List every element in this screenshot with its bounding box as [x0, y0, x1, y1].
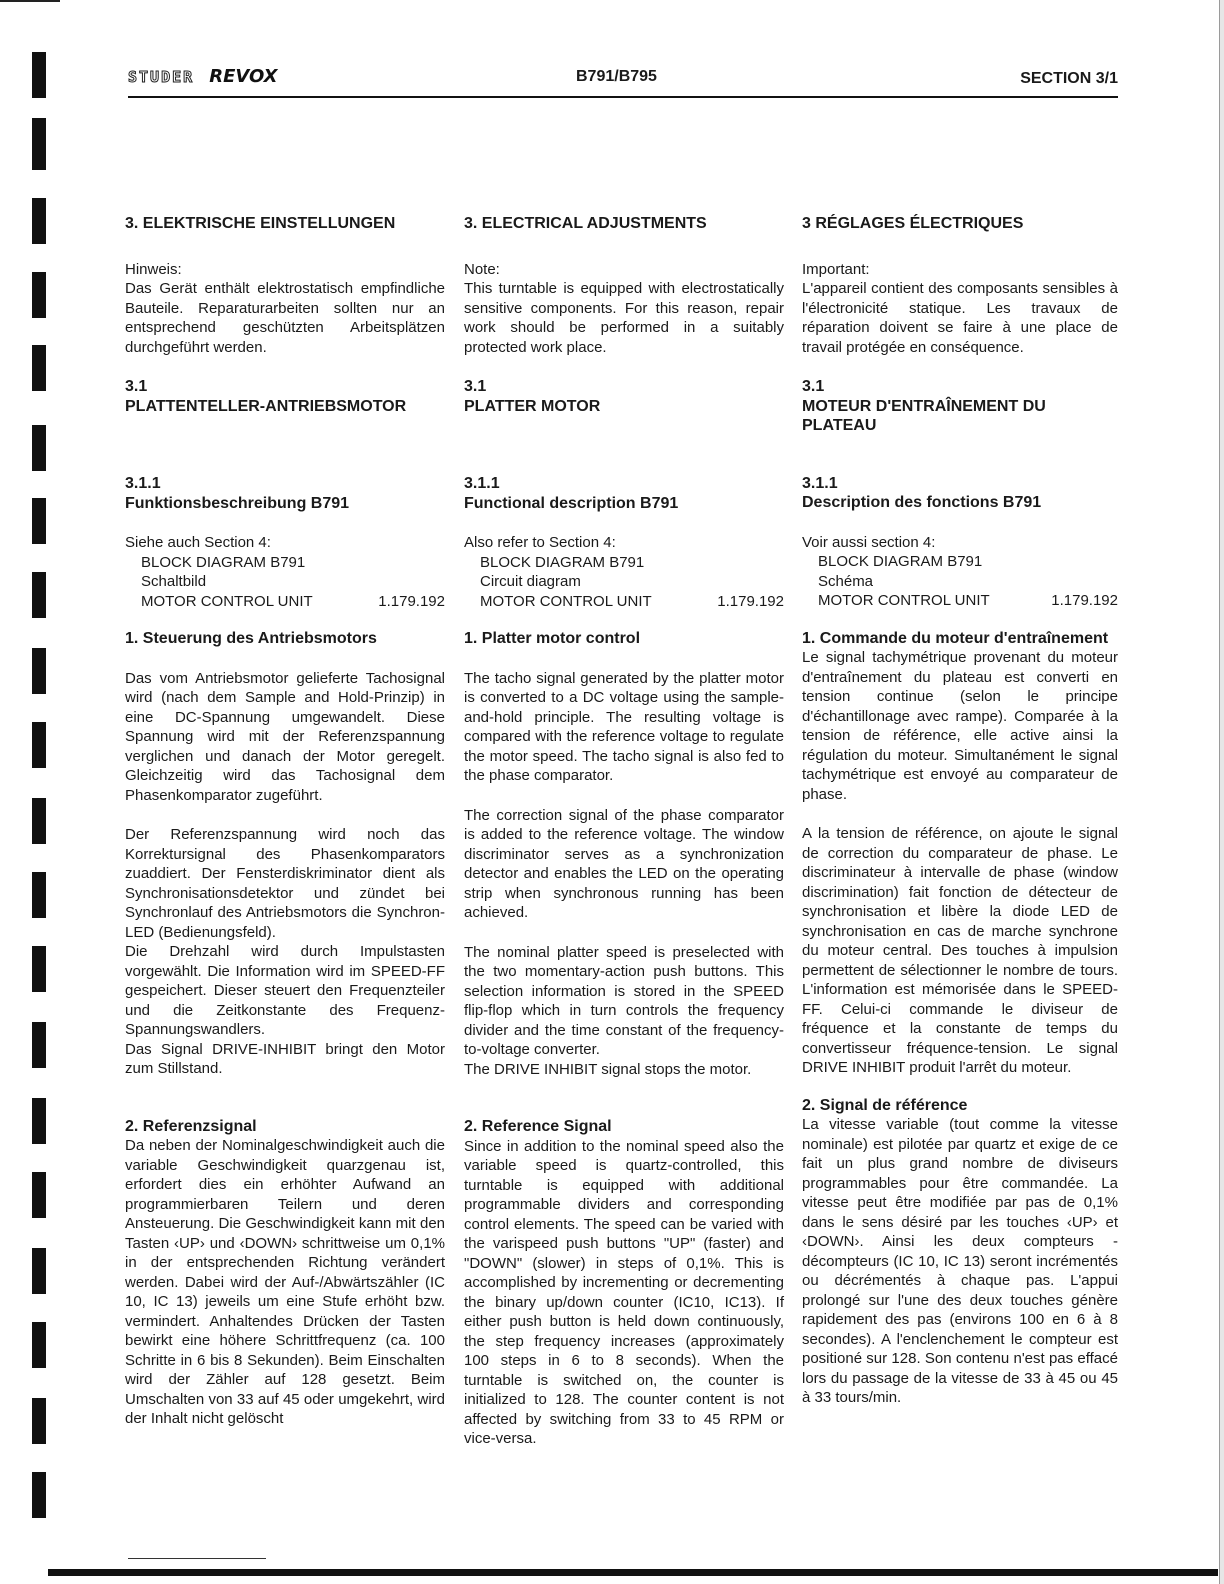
section-number: SECTION 3/1: [1020, 70, 1118, 87]
reference-circuit: Schéma: [818, 572, 874, 590]
chapter-title: 3. ELEKTRISCHE EINSTELLUNGEN: [125, 215, 396, 232]
binding-mark: [32, 118, 46, 170]
column-french: [802, 214, 1118, 1408]
chapter-title: 3. ELECTRICAL ADJUSTMENTS: [464, 215, 707, 232]
see-also: Voir aussi section 4:: [802, 533, 936, 551]
binding-mark: [32, 498, 46, 544]
reference-block-diagram: BLOCK DIAGRAM B791: [480, 553, 645, 571]
reference-block-diagram: BLOCK DIAGRAM B791: [141, 553, 306, 571]
chapter-title: 3 RÉGLAGES ÉLECTRIQUES: [802, 215, 1024, 232]
reference-motor-control: [802, 591, 1118, 611]
binding-mark: [32, 1322, 46, 1368]
binding-mark: [32, 1098, 46, 1144]
paragraph-title: 2. Signal de référence: [802, 1096, 968, 1114]
model-number: B791/B795: [576, 68, 657, 85]
see-also: Also refer to Section 4:: [464, 534, 616, 551]
reference-motor-control: [125, 592, 445, 612]
paragraph-title: 1. Platter motor control: [464, 630, 641, 647]
subsection-number: 3.1.1: [802, 474, 838, 492]
paragraph-text: The DRIVE INHIBIT signal stops the motor.: [464, 1060, 752, 1078]
subsection-title: Functional description B791: [464, 494, 679, 512]
binding-mark: [32, 272, 46, 318]
binding-mark: [32, 946, 46, 992]
section-number: 3.1: [802, 378, 825, 395]
brand-logo: [128, 66, 278, 87]
subsection-number: 3.1.1: [125, 475, 161, 492]
section-number: 3.1: [125, 378, 148, 395]
binding-mark: [32, 345, 46, 391]
note-text: This turntable is equipped with electrostatically sensitive components. For this reason, repair work should be performed in a suitably protected work place.: [464, 280, 784, 356]
subsection-number: 3.1.1: [464, 475, 500, 492]
paragraph-text: Der Referenzspannung wird noch das Korrektursignal des Phasenkomparators zuaddiert. Der Fensterdiskriminator dient als Synchronisationsdetektor und zündet bei Synchronlauf des Antriebsmotors die Synchron-LED (Bedienungsfeld).: [125, 826, 445, 941]
column-english: [464, 214, 784, 1449]
page-header: [128, 64, 1118, 98]
note-text: Das Gerät enthält elektrostatisch empfindliche Bauteile. Reparaturarbeiten sollten nur an entsprechend geschützten Arbeitsplätzen durchgeführt werden.: [125, 280, 445, 356]
binding-mark: [32, 52, 46, 98]
binding-mark: [32, 1248, 46, 1294]
paragraph-text: Le signal tachymétrique provenant du moteur d'entraînement du plateau est converti en tension continue (selon le principe d'échantillonage avec rampe). Comparée à la tension de référence, elle active ainsi la régulation du moteur. Simultanément le signal tachymétrique est envoyé au comparateur de phase.: [802, 649, 1118, 803]
binding-mark: [32, 198, 46, 244]
paragraph-text: Da neben der Nominalgeschwindigkeit auch die variable Geschwindigkeit quarzgenau ist, erfordert dies ein erhöhter Aufwand an programmierbaren Teilern und deren Ansteuerung. Die Geschwindigkeit kann mit den Tasten ‹UP› und ‹DOWN› schrittweise um 0,1% in der entsprechenden Richtung verändert werden. Dabei wird der Auf-/Abwärtszähler (IC 10, IC 13) jeweils um eine Stufe erhöht bzw. vermindert. Anhaltendes Drücken der Tasten bewirkt eine höhere Schrittfrequenz (ca. 100 Schritte in 6 bis 8 Sekunden). Beim Einschalten wird der Zähler auf 128 gesetzt. Beim Umschalten von 33 auf 45 oder umgekehrt, wird der Inhalt nicht gelöscht: [125, 1137, 445, 1427]
binding-mark: [32, 872, 46, 918]
binding-mark: [32, 1022, 46, 1068]
paragraph-title: 1. Steuerung des Antriebsmotors: [125, 630, 377, 647]
reference-number: 1.179.192: [1051, 592, 1118, 609]
subsection-title: Funktionsbeschreibung B791: [125, 494, 350, 512]
reference-label: MOTOR CONTROL UNIT: [818, 592, 990, 609]
paragraph-text: Das Signal DRIVE-INHIBIT bringt den Motor zum Stillstand.: [125, 1040, 445, 1077]
binding-mark: [32, 1172, 46, 1218]
scan-edge-line: [0, 0, 60, 2]
binding-mark: [32, 648, 46, 694]
note-label: Important:: [802, 260, 870, 278]
note-label: Hinweis:: [125, 260, 182, 278]
paragraph-text: The nominal platter speed is preselected with the two momentary-action push buttons. This selection information is stored in the SPEED flip-flop which in turn controls the frequency divider and the time constant of the frequency-to-voltage converter.: [464, 943, 784, 1058]
reference-block-diagram: BLOCK DIAGRAM B791: [818, 553, 983, 570]
reference-circuit: Schaltbild: [141, 573, 207, 590]
see-also: Siehe auch Section 4:: [125, 534, 271, 551]
section-number: 3.1: [464, 378, 487, 395]
paragraph-text: A la tension de référence, on ajoute le signal de correction du comparateur de phase. Le discriminateur à intervalle de phase (window discrimination) fait fonction de détecteur de synchronisation et libère la diode LED de synchronisation en cas de marche synchrone du moteur central. Des touches à impulsion permettent de sélectionner le nombre de tours. L'information est mémorisée dans le SPEED-FF. Celui-ci commande le diviseur de fréquence et la constante de temps du convertisseur fréquence-tension. Le signal DRIVE INHIBIT produit l'arrêt du moteur.: [802, 825, 1118, 1076]
reference-label: MOTOR CONTROL UNIT: [480, 592, 652, 610]
reference-label: MOTOR CONTROL UNIT: [141, 592, 313, 610]
column-german: [125, 214, 445, 1429]
binding-mark: [32, 1472, 46, 1518]
paragraph-text: La vitesse variable (tout comme la vitesse nominale) est pilotée par quartz et exige de ce fait un plus grand nombre de diviseurs programmables pour être commandée. La vitesse peut être modifiée par pas de 0,1% dans le sens désiré par les touches ‹UP› et ‹DOWN›. Ainsi les deux compteurs - décompteurs (IC 10, IC 13) seront incrémentés ou décrémentés à chaque pas. L'appui prolongé sur l'une des deux touches génère rapidement des pas (environs 100 en 6 à 8 secondes). A l'enclenchement le compteur est positioné sur 128. Son contenu n'est pas effacé lors du passage de la vitesse de 33 à 45 ou 45 à 33 tours/min.: [802, 1116, 1118, 1406]
note-text: L'appareil contient des composants sensibles à l'électronicité statique. Les travaux de réparation doivent se faire à une place de travail protégée en conséquence.: [802, 280, 1118, 356]
paragraph-title: 2. Reference Signal: [464, 1118, 612, 1135]
logo-revox: REVOX: [209, 66, 278, 87]
paragraph-text: Das vom Antriebsmotor gelieferte Tachosignal wird (nach dem Sample and Hold-Prinzip) in eine DC-Spannung umgewandelt. Diese Spannung wird mit der Referenzspannung verglichen und danach der Motor geregelt. Gleichzeitig wird das Tachosignal dem Phasenkomparator zugeführt.: [125, 669, 445, 804]
reference-number: 1.179.192: [717, 592, 784, 610]
binding-mark: [32, 722, 46, 768]
section-title: PLATTER MOTOR: [464, 397, 601, 415]
paragraph-text: Since in addition to the nominal speed also the variable speed is quartz-controlled, this turntable is equipped with additional programmable dividers and corresponding control elements. The speed can be varied with the varispeed push buttons "UP" (faster) and "DOWN" (slower) in steps of 0,1%. This is accomplished by incrementing or decrementing the binary up/down counter (IC10, IC13). If either push button is held down continuously, the step frequency increases (approximately 100 steps in 6 to 8 seconds). When the turntable is switched on, the counter is initialized to 128. The counter content is not affected by switching from 33 to 45 RPM or vice-versa.: [464, 1137, 784, 1447]
page-bottom-edge: [48, 1569, 1218, 1576]
paragraph-title: 2. Referenzsignal: [125, 1117, 257, 1135]
note-label: Note:: [464, 260, 500, 278]
paragraph-text: Die Drehzahl wird durch Impulstasten vorgewählt. Die Information wird im SPEED-FF gespeichert. Dieser steuert den Frequenzteiler und die Zeitkonstante des Frequenz-Spannungswandlers.: [125, 943, 445, 1038]
logo-studer: STUDER: [128, 68, 195, 86]
binding-mark: [32, 798, 46, 844]
paragraph-text: The tacho signal generated by the platter motor is converted to a DC voltage using the sample-and-hold principle. The resulting voltage is compared with the reference voltage to regulate the motor speed. The tacho signal is also fed to the phase comparator.: [464, 669, 784, 784]
section-title: PLATTENTELLER-ANTRIEBSMOTOR: [125, 397, 407, 415]
footer-rule: [128, 1558, 266, 1559]
reference-number: 1.179.192: [378, 592, 445, 610]
scan-right-edge: [1219, 0, 1224, 1584]
binding-mark: [32, 425, 46, 471]
subsection-title: Description des fonctions B791: [802, 494, 1042, 511]
paragraph-title: 1. Commande du moteur d'entraînement: [802, 629, 1109, 647]
binding-mark: [32, 1398, 46, 1444]
section-title: MOTEUR D'ENTRAÎNEMENT DU PLATEAU: [802, 397, 1046, 434]
paragraph-text: The correction signal of the phase comparator is added to the reference voltage. The window discriminator serves as a synchronization detector and enables the LED on the operating strip when synchronous running has been achieved.: [464, 806, 784, 921]
binding-mark: [32, 572, 46, 618]
reference-circuit: Circuit diagram: [480, 573, 581, 590]
reference-motor-control: [464, 592, 784, 612]
